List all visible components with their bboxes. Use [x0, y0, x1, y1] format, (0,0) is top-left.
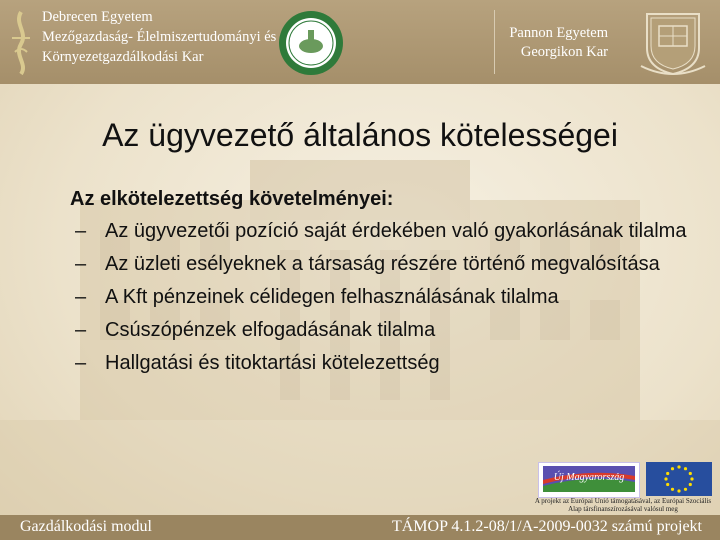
footer-project-code: TÁMOP 4.1.2-08/1/A-2009-0032 számú projekt	[391, 518, 702, 535]
bullet-dash: –	[75, 286, 87, 308]
eu-funding-caption: A projekt az Európai Unió támogatásával, az Európai Szociális Alap társfinanszírozásával valósul meg	[534, 497, 712, 513]
left-institution-name	[42, 7, 276, 67]
pannon-university-crest-icon	[637, 8, 709, 78]
bullet-text: Csúszópénzek elfogadásának tilalma	[105, 319, 436, 341]
bullet-text: Hallgatási és titoktartási kötelezettség	[105, 352, 440, 374]
lead-heading: Az elkötelezettség követelményei:	[70, 188, 394, 210]
uj-magyarorszag-logo-text: Új Magyarország	[553, 472, 625, 483]
footer-band	[0, 515, 720, 540]
bullet-item	[75, 220, 710, 242]
bullet-dash: –	[75, 220, 87, 242]
left-institution-line: Környezetgazdálkodási Kar	[42, 49, 204, 65]
bullet-item	[75, 286, 710, 308]
right-institution-line: Pannon Egyetem	[509, 25, 608, 41]
faculty-seal-icon	[278, 10, 344, 76]
bullet-text: Az üzleti esélyeknek a társaság részére történő megvalósítása	[105, 253, 660, 275]
left-institution-line: Mezőgazdaság- Élelmiszertudományi és	[42, 29, 277, 45]
footer-module-name: Gazdálkodási modul	[20, 518, 152, 535]
right-institution-line: Georgikon Kar	[520, 44, 608, 60]
header-band	[0, 0, 720, 84]
bullet-dash: –	[75, 253, 87, 275]
university-debrecen-logo-icon	[6, 8, 36, 76]
bullet-item	[75, 319, 710, 341]
bullet-text: Az ügyvezetői pozíció saját érdekében való gyakorlásának tilalma	[105, 220, 687, 242]
bullet-dash: –	[75, 319, 87, 341]
slide-body	[70, 188, 710, 385]
bullet-dash: –	[75, 352, 87, 374]
eu-flag-icon	[646, 462, 712, 496]
right-institution-name	[509, 24, 608, 62]
uj-magyarorszag-logo	[538, 462, 640, 498]
bullet-text: A Kft pénzeinek célidegen felhasználásának tilalma	[105, 286, 559, 308]
bullet-item	[75, 253, 710, 275]
uj-magyarorszag-logo-icon	[543, 466, 635, 492]
slide-title: Az ügyvezető általános kötelességei	[102, 117, 618, 153]
bullet-item	[75, 352, 710, 374]
header-divider	[494, 10, 495, 74]
left-institution-line: Debrecen Egyetem	[42, 9, 153, 25]
